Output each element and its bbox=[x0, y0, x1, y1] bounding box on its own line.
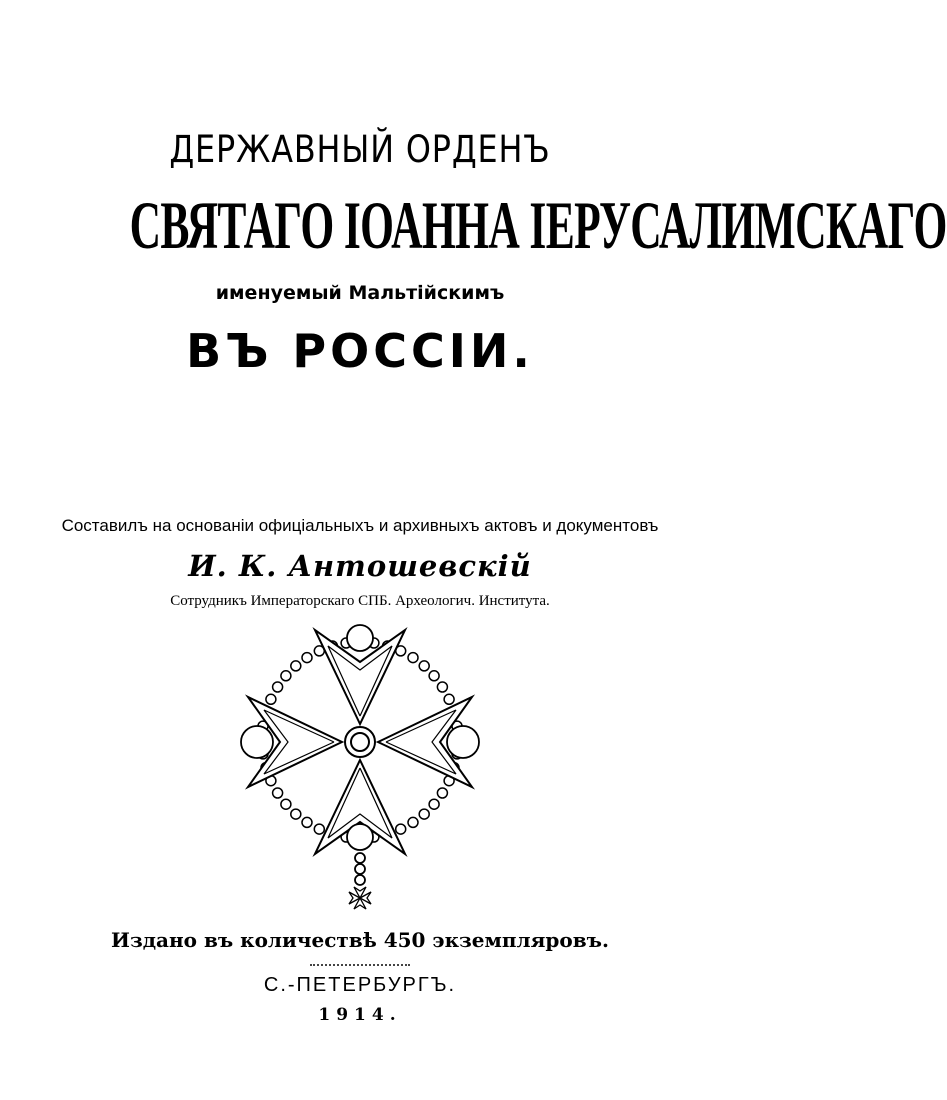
edition-note: Издано въ количествѣ 450 экземпляровъ. bbox=[111, 928, 609, 952]
rosary-bead bbox=[408, 653, 418, 663]
author-intro: Составилъ на основаніи офиціальныхъ и архивныхъ актовъ и документовъ bbox=[61, 516, 659, 535]
title-line-saint-john: СВЯТАГО ІОАННА ІЕРУСАЛИМСКАГО bbox=[129, 187, 947, 263]
rosary-bead bbox=[419, 809, 429, 819]
rosary-bead bbox=[429, 799, 439, 809]
rosary-bead bbox=[302, 817, 312, 827]
rosary-bead bbox=[302, 653, 312, 663]
imprint-city: С.-ПЕТЕРБУРГЪ. bbox=[263, 974, 457, 996]
title-line-in-russia: ВЪ РОССІИ. bbox=[186, 324, 534, 378]
rosary-bead bbox=[273, 682, 283, 692]
ornamental-divider bbox=[310, 964, 410, 966]
rosary-bead bbox=[273, 788, 283, 798]
rosary-bead bbox=[291, 809, 301, 819]
maltese-cross-with-rosary-icon bbox=[230, 612, 490, 922]
rosary-bead bbox=[408, 817, 418, 827]
rosary-bead bbox=[444, 694, 454, 704]
rosary-bead bbox=[266, 694, 276, 704]
rosary-bead bbox=[396, 824, 406, 834]
imprint-year: 1914. bbox=[318, 1005, 402, 1025]
rosary-bead bbox=[437, 788, 447, 798]
rosary-bead bbox=[291, 661, 301, 671]
title-line-order: ДЕРЖАВНЫЙ ОРДЕНЪ bbox=[169, 128, 551, 171]
title-line-called-maltese: именуемый Мальтійскимъ bbox=[215, 282, 505, 304]
author-affiliation: Сотрудникъ Императорскаго СПБ. Археологич. Института. bbox=[170, 593, 550, 609]
rosary-bead bbox=[314, 824, 324, 834]
rosary-bead bbox=[429, 671, 439, 681]
rosary-bead bbox=[419, 661, 429, 671]
author-name: И. К. Антошевскій bbox=[188, 549, 532, 583]
rosary-bead bbox=[281, 671, 291, 681]
rosary-bead bbox=[437, 682, 447, 692]
rosary-bead bbox=[281, 799, 291, 809]
